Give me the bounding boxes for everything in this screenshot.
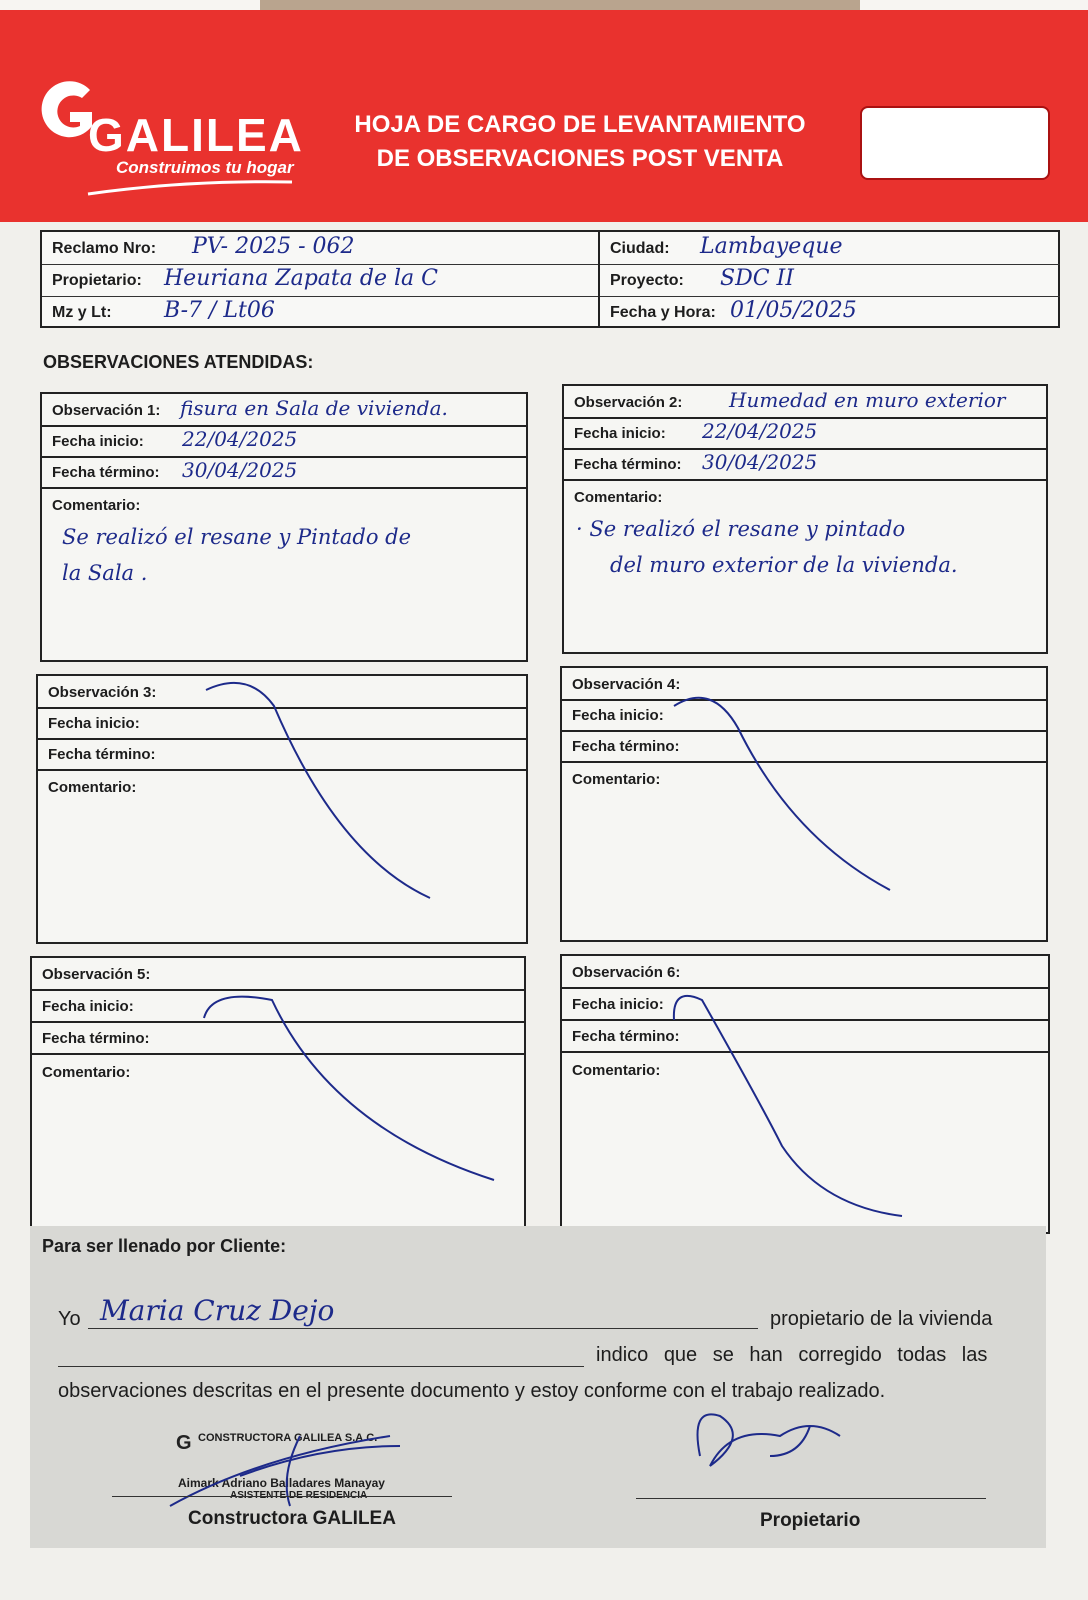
termino-label: Fecha término:	[42, 1030, 150, 1047]
termino-label: Fecha término:	[572, 738, 680, 755]
right-sig-label: Propietario	[760, 1510, 861, 1531]
observation-card	[30, 956, 526, 1234]
obs-desc: Humedad en muro exterior	[729, 388, 1006, 412]
strike-line	[38, 676, 530, 946]
comment-label: Comentario:	[572, 1062, 661, 1079]
obs-label: Observación 1:	[52, 402, 161, 419]
strike-line	[32, 958, 528, 1236]
tagline: Construimos tu hogar	[116, 158, 294, 177]
obs-label: Observación 6:	[572, 964, 681, 981]
termino-row	[564, 448, 1046, 481]
comment-label: Comentario:	[572, 771, 661, 788]
obs-label: Observación 3:	[48, 684, 157, 701]
left-sig-line	[112, 1496, 452, 1497]
comment-line: la Sala .	[62, 561, 148, 585]
stamp-g-icon: G	[176, 1432, 192, 1454]
termino-label: Fecha término:	[574, 456, 682, 473]
reclamo-value: PV- 2025 - 062	[192, 234, 355, 259]
blank-line	[58, 1366, 584, 1367]
reclamo-row	[42, 232, 598, 265]
logo-text: GALILEA	[88, 109, 304, 161]
header-band	[0, 10, 1088, 222]
comment-label: Comentario:	[574, 489, 663, 506]
right-signature	[660, 1396, 860, 1496]
inicio-value: 22/04/2025	[182, 427, 298, 451]
left-signature	[140, 1416, 420, 1516]
ciudad-row	[600, 232, 1060, 265]
text-line-3: observaciones descritas en el presente documento y estoy conforme con el trabajo realizado.	[58, 1380, 886, 1402]
observation-card	[36, 674, 528, 944]
obs-row	[564, 386, 1046, 419]
section-title: OBSERVACIONES ATENDIDAS:	[43, 352, 314, 372]
comment-text	[576, 511, 1030, 583]
client-section	[30, 1226, 1046, 1548]
comment-text	[62, 519, 510, 591]
propietario-row	[42, 264, 598, 297]
comment-label: Comentario:	[48, 779, 137, 796]
swoosh-icon	[86, 172, 296, 196]
termino-label: Fecha término:	[52, 464, 160, 481]
info-table	[40, 230, 1060, 328]
comment-line: Se realizó el resane y Pintado de	[62, 525, 412, 549]
fecha-value: 01/05/2025	[730, 298, 857, 323]
title-line-2: DE OBSERVACIONES POST VENTA	[376, 145, 784, 172]
proyecto-value: SDC II	[720, 266, 794, 291]
stamp-name: Aimark Adriano Balladares Manayay	[178, 1476, 385, 1490]
propietario-label: Propietario:	[52, 272, 142, 289]
mz-row	[42, 296, 598, 328]
obs-label: Observación 2:	[574, 394, 683, 411]
observation-card	[560, 954, 1050, 1234]
proyecto-label: Proyecto:	[610, 272, 684, 289]
obs-label: Observación 4:	[572, 676, 681, 693]
text-line-2: indico que se han corregido todas las	[596, 1344, 988, 1366]
proyecto-row	[600, 264, 1060, 297]
strike-line	[562, 956, 1052, 1236]
mz-label: Mz y Lt:	[52, 304, 112, 321]
inicio-row	[42, 425, 526, 458]
comment-line: · Se realizó el resane y pintado	[576, 517, 906, 541]
title-line-1: HOJA DE CARGO DE LEVANTAMIENTO	[354, 111, 806, 138]
propietario-value: Heuriana Zapata de la C	[164, 266, 438, 291]
termino-value: 30/04/2025	[702, 450, 818, 474]
comment-label: Comentario:	[52, 497, 141, 514]
mz-value: B-7 / Lt06	[164, 298, 275, 323]
strike-line	[562, 668, 1050, 944]
fecha-row	[600, 296, 1060, 328]
observation-card	[40, 392, 528, 662]
termino-row	[42, 456, 526, 489]
galilea-logo	[36, 76, 306, 206]
name-line	[88, 1328, 758, 1329]
obs-desc: fisura en Sala de vivienda.	[180, 396, 448, 420]
ciudad-label: Ciudad:	[610, 240, 670, 257]
inicio-label: Fecha inicio:	[572, 996, 664, 1013]
obs-label: Observación 5:	[42, 966, 151, 983]
right-sig-line	[636, 1498, 986, 1499]
client-name: Maria Cruz Dejo	[100, 1294, 335, 1327]
text-line-1: propietario de la vivienda	[770, 1308, 993, 1330]
inicio-value: 22/04/2025	[702, 419, 818, 443]
comment-line: del muro exterior de la vivienda.	[610, 553, 958, 577]
inicio-row	[564, 417, 1046, 450]
yo-text: Yo	[58, 1308, 81, 1330]
stamp-company: CONSTRUCTORA GALILEA S.A.C.	[198, 1432, 378, 1444]
comment-label: Comentario:	[42, 1064, 131, 1081]
termino-label: Fecha término:	[48, 746, 156, 763]
termino-value: 30/04/2025	[182, 458, 298, 482]
left-sig-label: Constructora GALILEA	[188, 1508, 396, 1529]
document-title	[330, 108, 830, 176]
inicio-label: Fecha inicio:	[572, 707, 664, 724]
comment-area	[42, 489, 526, 660]
client-title: Para ser llenado por Cliente:	[42, 1236, 287, 1256]
fecha-label: Fecha y Hora:	[610, 304, 716, 321]
obs-row	[42, 394, 526, 427]
termino-label: Fecha término:	[572, 1028, 680, 1045]
photo-edge	[260, 0, 860, 10]
inicio-label: Fecha inicio:	[52, 433, 144, 450]
reclamo-label: Reclamo Nro:	[52, 240, 157, 257]
observation-card	[562, 384, 1048, 654]
comment-area	[564, 481, 1046, 652]
inicio-label: Fecha inicio:	[574, 425, 666, 442]
observation-card	[560, 666, 1048, 942]
ciudad-value: Lambayeque	[700, 234, 843, 259]
inicio-label: Fecha inicio:	[42, 998, 134, 1015]
code-box	[860, 106, 1050, 180]
inicio-label: Fecha inicio:	[48, 715, 140, 732]
